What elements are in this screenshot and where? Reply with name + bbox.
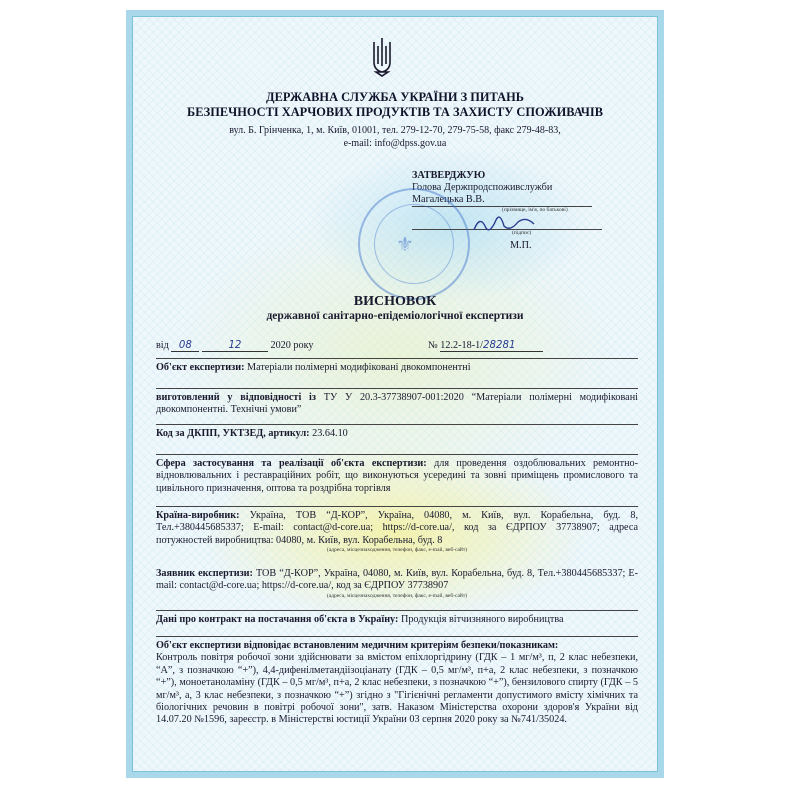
applicant-caption: (адреса, місцезнаходження, телефон, факс, e-mail, веб-сайт) — [326, 592, 468, 599]
divider — [156, 388, 638, 389]
signature-caption: (підпис) — [512, 230, 532, 236]
number-prefix: № — [428, 340, 438, 351]
approver-name: Магалецька В.В. — [412, 194, 592, 207]
document-number — [428, 340, 543, 352]
divider — [156, 636, 638, 637]
document-title: ВИСНОВОК — [353, 294, 437, 309]
divider — [156, 506, 638, 507]
date-number-line — [156, 340, 638, 352]
contract-section — [156, 614, 638, 626]
applicant-section — [156, 568, 638, 599]
org-line-2: БЕЗПЕЧНОСТІ ХАРЧОВИХ ПРОДУКТІВ ТА ЗАХИСТУ СПОЖИВАЧІВ — [187, 105, 603, 119]
organization-name — [126, 90, 664, 120]
object-label: Об'єкт експертизи: — [156, 362, 245, 373]
producer-caption: (адреса, місцезнаходження, телефон, факс, e-mail, веб-сайт) — [326, 547, 468, 554]
manufactured-value: ТУ У 20.3-37738907-001:2020 “Матеріали полімерні модифіковані двокомпонентні. Технічні умови” — [156, 392, 638, 416]
number-printed: 12.2-18-1/ — [440, 340, 484, 351]
trident-icon — [368, 36, 396, 78]
date-prefix: від — [156, 340, 169, 351]
organization-address — [126, 124, 664, 150]
contract-value: Продукція вітчизняного виробництва — [400, 614, 564, 625]
divider — [156, 424, 638, 425]
approval-title: ЗАТВЕРДЖУЮ — [412, 170, 486, 181]
number-handwritten: 28281 — [483, 340, 543, 352]
scope-value: для проведення оздоблювальних ремонтно-відновлювальних і реставраційних робіт, що виконуються усередині та зовні приміщень промислового та цивільного призначення, оптова та роздрібна торгівля — [156, 458, 639, 494]
criteria-label: Об'єкт експертизи відповідає встановленим медичним критеріям безпеки/показникам: — [156, 640, 559, 651]
document-subtitle: державної санітарно-епідеміологічної експертизи — [266, 310, 524, 322]
date-year: 2020 року — [270, 340, 314, 351]
divider — [156, 610, 638, 611]
scope-section — [156, 458, 638, 495]
producer-label: Країна-виробник: — [156, 510, 240, 521]
approver-position: Голова Держпродспоживслужби — [412, 182, 553, 193]
criteria-section — [156, 640, 638, 727]
divider — [156, 454, 638, 455]
org-line-1: ДЕРЖАВНА СЛУЖБА УКРАЇНИ З ПИТАНЬ — [266, 90, 524, 104]
address-line: вул. Б. Грінченка, 1, м. Київ, 01001, тел. 279-12-70, 279-75-58, факс 279-48-83, — [229, 125, 561, 136]
contract-label: Дані про контракт на постачання об'єкта в Україну: — [156, 614, 399, 625]
applicant-label: Заявник експертизи: — [156, 568, 253, 579]
seal-abbreviation: М.П. — [510, 240, 532, 251]
applicant-value: ТОВ “Д-КОР”, Україна, 04080, м. Київ, вул. Корабельна, буд. 8, Тел.+380445685337; E-mail: contact@d-core.ua; https://d-core.ua/, код за ЄДРПОУ 37738907 — [156, 568, 638, 592]
producer-value: Україна, ТОВ “Д-КОР”, Україна, 04080, м. Київ, вул. Корабельна, буд. 8, Тел.+380445685337; E-mail: contact@d-core.ua; https://d-core.ua/, код за ЄДРПОУ 37738907; адреса потужностей виробництва: 04080, м. Київ, вул. Корабельна, буд. 8 — [156, 510, 638, 546]
scope-label: Сфера застосування та реалізації об'єкта експертизи: — [156, 458, 427, 469]
date-day: 08 — [171, 340, 199, 352]
approver-name-caption: (прізвище, ім'я, по батькові) — [502, 207, 568, 213]
code-value: 23.64.10 — [312, 428, 348, 439]
official-seal-icon: ⚜ — [358, 188, 470, 300]
email-line: e-mail: info@dpss.gov.ua — [343, 138, 447, 149]
code-section — [156, 428, 638, 440]
divider — [156, 358, 638, 359]
date-month: 12 — [202, 340, 268, 352]
criteria-value: Контроль повітря робочої зони здійснювати за вмістом епіхлоргідрину (ГДК – 1 мг/м³, п, 2 клас небезпеки, “А”, з позначкою “+”), 4,4-дифенілметандіізоціанату (ГДК – 0,5 мг/м³, п+а, 2 клас небезпеки, з позначкою “+”), моноетаноламіну (ГДК – 0,5 мг/м³, п+а, 2 клас небезпеки, з позначкою “+”), бензилового спирту (ГДК – 5 мг/м³, а, 3 клас небезпеки, з позначкою “+”) згідно з "Гігієнічні регламенти допустимого вмісту хімічних та біологічних речовин в повітрі робочої зони", затв. Наказом Міністерства охорони здоров'я України від 14.07.20 №1596, зареєстр. в Міністерстві юстиції України 03 серпня 2020 року за №741/35024. — [156, 652, 638, 726]
code-label: Код за ДКПП, УКТЗЕД, артикул: — [156, 428, 310, 439]
manufactured-label: виготовлений у відповідності із — [156, 392, 316, 403]
signature-icon — [470, 210, 540, 236]
certificate-page — [126, 10, 664, 778]
object-section — [156, 362, 638, 374]
manufactured-section — [156, 392, 638, 417]
object-value: Матеріали полімерні модифіковані двокомпонентні — [247, 362, 471, 373]
producer-section — [156, 510, 638, 553]
